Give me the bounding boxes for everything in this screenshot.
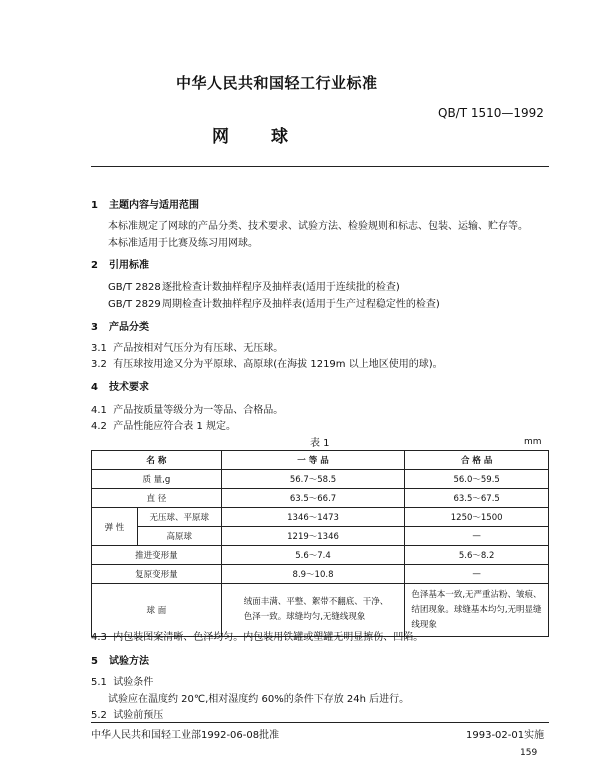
clause-text: 有压球按用途又分为平原球、高原球(在海拔 1219m 以上地区使用的球)。: [113, 359, 443, 370]
first-grade-value: 8.9～10.8: [221, 565, 405, 584]
reference-code: GB/T 2829: [108, 299, 161, 310]
header-divider: [91, 166, 549, 167]
table-header-row: [92, 451, 549, 470]
section-title: 试验方法: [109, 656, 149, 667]
page-number: 159: [520, 748, 538, 758]
row-label: 球 面: [92, 584, 222, 637]
footer-divider: [91, 722, 549, 723]
clause: [91, 355, 443, 370]
section-1-heading: [91, 196, 199, 211]
clause-text: 内包装图案清晰、色泽均匀。内包装用铁罐或塑罐无明显擦伤、凹陷。: [113, 632, 424, 643]
qualified-grade-value: 5.6～8.2: [405, 546, 549, 565]
first-grade-value: 63.5～66.7: [221, 489, 405, 508]
reference-text: 周期检查计数抽样程序及抽样表(适用于生产过程稳定性的检查): [162, 299, 440, 310]
approval-line: 中华人民共和国轻工业部1992-06-08批准: [91, 730, 280, 741]
table-row: [92, 470, 549, 489]
table-row: [92, 489, 549, 508]
section-4-heading: [91, 378, 149, 393]
first-grade-value: 56.7～58.5: [221, 470, 405, 489]
first-grade-value: 绒面丰满、平整、絮带不翻底、干净、色泽一致。球缝均匀,无缝线现象: [221, 584, 405, 637]
table-caption: 表 1: [310, 438, 330, 449]
section-number: 4: [91, 382, 98, 393]
section-title: 引用标准: [109, 260, 149, 271]
clause-text: 产品性能应符合表 1 规定。: [113, 421, 236, 432]
section-title: 技术要求: [109, 382, 149, 393]
first-grade-value: 5.6～7.4: [221, 546, 405, 565]
section-number: 5: [91, 656, 98, 667]
standard-code: QB/T 1510—1992: [438, 106, 544, 120]
clause-number: 3.2: [91, 359, 107, 370]
section-number: 2: [91, 260, 98, 271]
clause-number: 4.3: [91, 632, 107, 643]
qualified-grade-value: 色泽基本一致,无严重沾粉、皱痕、结团现象。球缝基本均匀,无明显缝线现象: [405, 584, 549, 637]
clause-text: 产品按相对气压分为有压球、无压球。: [113, 343, 284, 354]
paragraph: 试验应在温度约 20℃,相对湿度约 60%的条件下存放 24h 后进行。: [108, 694, 410, 705]
clause-number: 4.2: [91, 421, 107, 432]
section-5-heading: [91, 652, 149, 667]
header-cell: 名 称: [92, 451, 222, 470]
clause: [91, 706, 163, 721]
header-cell: 合 格 品: [405, 451, 549, 470]
sub-row-label: 无压球、平原球: [137, 508, 221, 527]
sub-row-label: 高原球: [137, 527, 221, 546]
clause: [91, 673, 153, 688]
table-row: [92, 546, 549, 565]
reference-code: GB/T 2828: [108, 282, 161, 293]
reference-text: 逐批检查计数抽样程序及抽样表(适用于连续批的检查): [162, 282, 400, 293]
row-label: 直 径: [92, 489, 222, 508]
section-title: 主题内容与适用范围: [109, 200, 199, 211]
table-row: [92, 527, 549, 546]
clause: [91, 417, 236, 432]
clause-number: 5.1: [91, 677, 107, 688]
issuing-organization: 中华人民共和国轻工行业标准: [176, 74, 378, 92]
section-number: 3: [91, 322, 98, 333]
row-label: 弹 性: [92, 508, 138, 546]
clause-number: 3.1: [91, 343, 107, 354]
section-3-heading: [91, 318, 149, 333]
clause-text: 试验条件: [113, 677, 154, 688]
reference-item: [108, 295, 440, 310]
qualified-grade-value: 1250～1500: [405, 508, 549, 527]
implementation-date: 1993-02-01实施: [466, 730, 545, 741]
first-grade-value: 1346～1473: [221, 508, 405, 527]
qualified-grade-value: —: [405, 527, 549, 546]
paragraph: 本标准规定了网球的产品分类、技术要求、试验方法、检验规则和标志、包装、运输、贮存等。: [108, 221, 528, 232]
paragraph: 本标准适用于比赛及练习用网球。: [108, 238, 258, 249]
clause: [91, 628, 423, 643]
header-cell: 一 等 品: [221, 451, 405, 470]
row-label: 推进变形量: [92, 546, 222, 565]
spec-table: [91, 450, 549, 637]
row-label: 质 量,g: [92, 470, 222, 489]
clause-number: 5.2: [91, 710, 107, 721]
section-number: 1: [91, 200, 98, 211]
clause-text: 试验前预压: [113, 710, 164, 721]
table-unit: mm: [524, 437, 542, 447]
qualified-grade-value: 56.0～59.5: [405, 470, 549, 489]
reference-item: [108, 278, 400, 293]
section-title: 产品分类: [109, 322, 149, 333]
clause-text: 产品按质量等级分为一等品、合格品。: [113, 405, 284, 416]
qualified-grade-value: —: [405, 565, 549, 584]
row-label: 复原变形量: [92, 565, 222, 584]
clause: [91, 339, 283, 354]
clause-number: 4.1: [91, 405, 107, 416]
table-row: [92, 508, 549, 527]
document-title: 网球: [212, 127, 330, 147]
table-row: [92, 565, 549, 584]
section-2-heading: [91, 256, 149, 271]
qualified-grade-value: 63.5～67.5: [405, 489, 549, 508]
clause: [91, 401, 283, 416]
first-grade-value: 1219～1346: [221, 527, 405, 546]
